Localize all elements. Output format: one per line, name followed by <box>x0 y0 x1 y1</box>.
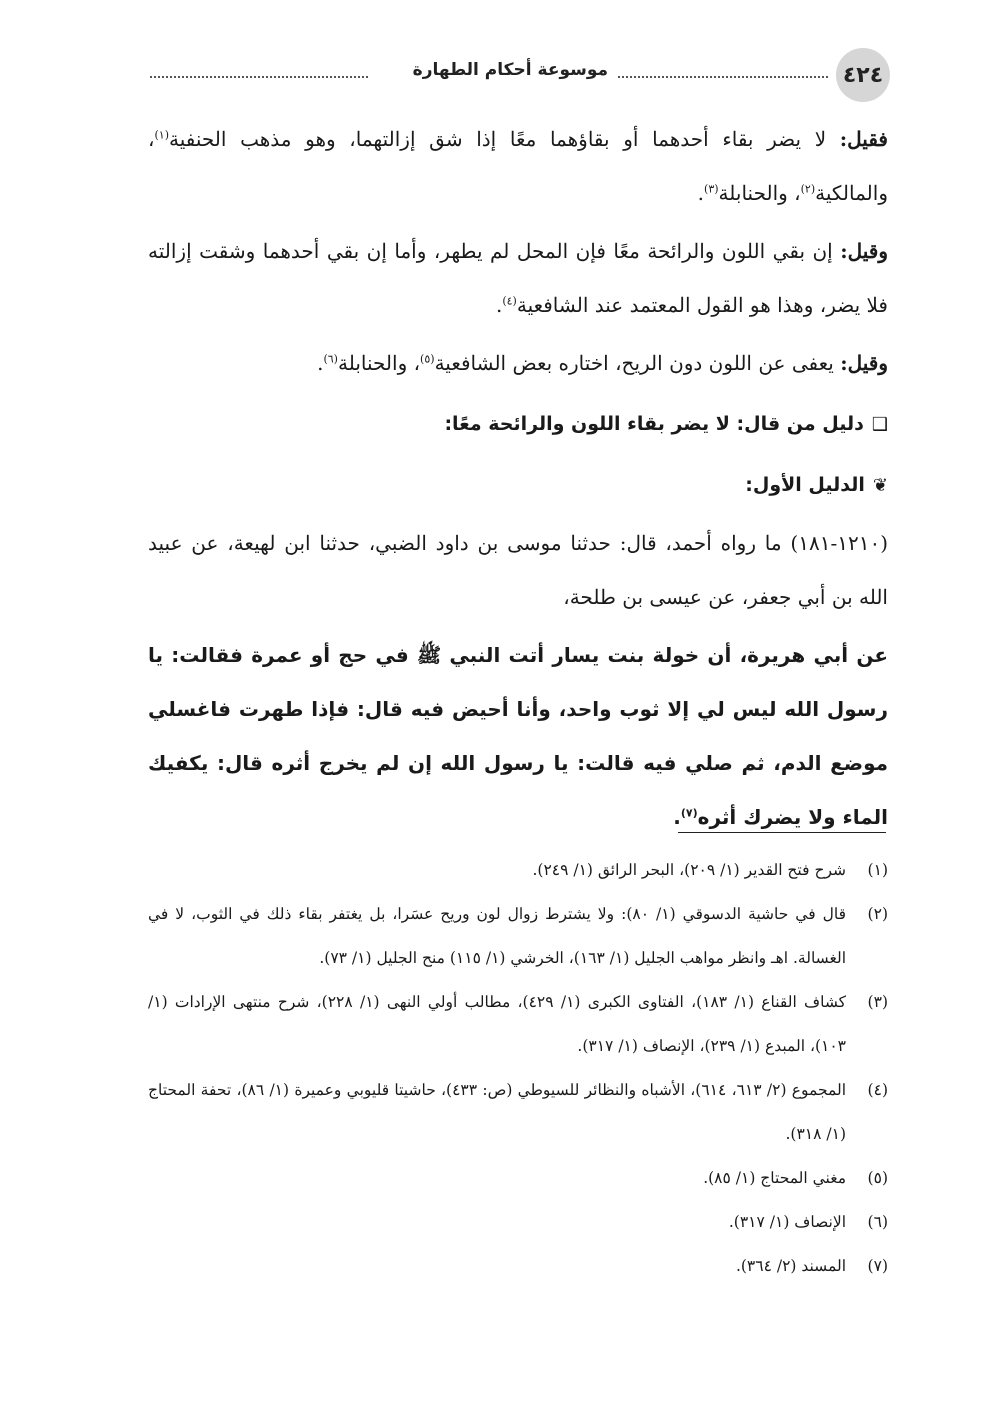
page-number-badge: ٤٢٤ <box>836 48 890 102</box>
footnote-number: (٤) <box>867 1081 888 1099</box>
footnote <box>148 1200 888 1244</box>
running-header <box>140 46 890 102</box>
hadith-end: . <box>673 805 681 829</box>
paragraph-text: يعفى عن اللون دون الريح، اختاره بعض الشافعية <box>434 351 841 375</box>
paragraph-1 <box>148 112 888 220</box>
header-dotted-rule-right <box>618 76 828 78</box>
footnote-number: (٣) <box>867 993 888 1011</box>
footnote-text: الإنصاف (١/ ٣١٧). <box>728 1213 846 1231</box>
paragraph-text: إن بقي اللون والرائحة معًا فإن المحل لم يطهر، وأما إن بقي أحدهما وشقت إزالته فلا يضر، وهذا هو القول المعتمد عند الشافعية <box>148 239 888 317</box>
paragraph-text: ، والمالكية <box>148 127 888 205</box>
footnote-text: شرح فتح القدير (١/ ٢٠٩)، البحر الرائق (١/ ٢٤٩). <box>532 861 846 879</box>
footnote-text: المسند (٢/ ٣٦٤). <box>735 1257 846 1275</box>
paragraph-text: . <box>697 181 705 205</box>
hadith-body: عن أبي هريرة، أن خولة بنت يسار أتت النبي ﷺ في حج أو عمرة فقالت: يا رسول الله ليس لي إلا ثوب واحد، وأنا أحيض فيه قال: فإذا طهرت فاغسلي موضع الدم، ثم صلي فيه قالت: يا رسول الله إن لم يخرج أثره قال: يكفيك الماء ولا يضرك أثره <box>148 643 888 829</box>
footnote-ref[interactable]: (٢) <box>800 182 816 196</box>
footnote-number: (١) <box>867 861 888 879</box>
footnote-ref[interactable]: (٦) <box>323 352 338 366</box>
footnote <box>148 980 888 1068</box>
footnote-text: المجموع (٢/ ٦١٣، ٦١٤)، الأشباه والنظائر للسيوطي (ص: ٤٣٣)، حاشيتا قليوبي وعميرة (١/ ٨٦)، تحفة المحتاج (١/ ٣١٨). <box>148 1081 847 1143</box>
footnote-number: (٦) <box>867 1213 888 1231</box>
header-dotted-rule-left <box>150 76 368 78</box>
footnotes <box>148 848 888 1288</box>
footnote-ref[interactable]: (٤) <box>502 294 517 308</box>
footnote-text: كشاف القناع (١/ ١٨٣)، الفتاوى الكبرى (١/ ٤٢٩)، مطالب أولي النهى (١/ ٢٢٨)، شرح منتهى الإرادات (١/ ١٠٣)، المبدع (١/ ٢٣٩)، الإنصاف (١/ ٣١٧). <box>148 993 847 1055</box>
paragraph-lead: وقيل: <box>840 239 888 263</box>
section-heading <box>148 394 888 455</box>
flourish-icon: ❦ <box>872 475 888 496</box>
footnote-text: مغني المحتاج (١/ ٨٥). <box>703 1169 846 1187</box>
sub-heading-text: الدليل الأول: <box>745 474 865 496</box>
footnote-ref[interactable]: (١) <box>154 128 169 142</box>
paragraph-lead: وقيل: <box>840 351 888 375</box>
footnote-number: (٢) <box>867 905 888 923</box>
paragraph-3 <box>148 336 888 390</box>
footnote-number: (٥) <box>867 1169 888 1187</box>
footnote-ref[interactable]: (٥) <box>420 352 435 366</box>
footnote <box>148 1068 888 1156</box>
footnote <box>148 1156 888 1200</box>
isnad-paragraph: (١٢١٠-١٨١) ما رواه أحمد، قال: حدثنا موسى بن داود الضبي، حدثنا ابن لهيعة، عن عبيد الله بن أبي جعفر، عن عيسى بن طلحة، <box>148 531 888 609</box>
footnote-text: قال في حاشية الدسوقي (١/ ٨٠): ولا يشترط زوال لون وريح عسَرا، بل يغتفر بقاء ذلك في الثوب، لا في الغسالة. اهـ وانظر مواهب الجليل (١/ ١٦٣)، الخرشي (١/ ١١٥) منح الجليل (١/ ٧٣). <box>148 905 846 967</box>
paragraph-text: ، والحنابلة <box>718 181 801 205</box>
paragraph-text: لا يضر بقاء أحدهما أو بقاؤهما معًا إذا شق إزالتهما، وهو مذهب الحنفية <box>168 127 840 151</box>
paragraph-text: . <box>317 351 324 375</box>
footnote <box>148 848 888 892</box>
footnote-number: (٧) <box>867 1257 888 1275</box>
sub-heading <box>148 455 888 516</box>
footnote <box>148 1244 888 1288</box>
main-text <box>148 112 888 844</box>
footnote <box>148 892 888 980</box>
paragraph-lead: فقيل: <box>839 127 888 151</box>
square-bullet-icon: ❑ <box>871 414 888 435</box>
book-title: موسوعة أحكام الطهارة <box>412 60 608 80</box>
footnote-separator <box>678 832 886 833</box>
footnote-ref[interactable]: (٧) <box>680 806 698 820</box>
paragraph-text: ، والحنابلة <box>337 351 421 375</box>
section-heading-text: دليل من قال: لا يضر بقاء اللون والرائحة معًا: <box>444 413 864 435</box>
paragraph-2 <box>148 224 888 332</box>
paragraph-text: . <box>495 293 503 317</box>
footnote-ref[interactable]: (٣) <box>704 182 719 196</box>
hadith-text <box>148 628 888 844</box>
